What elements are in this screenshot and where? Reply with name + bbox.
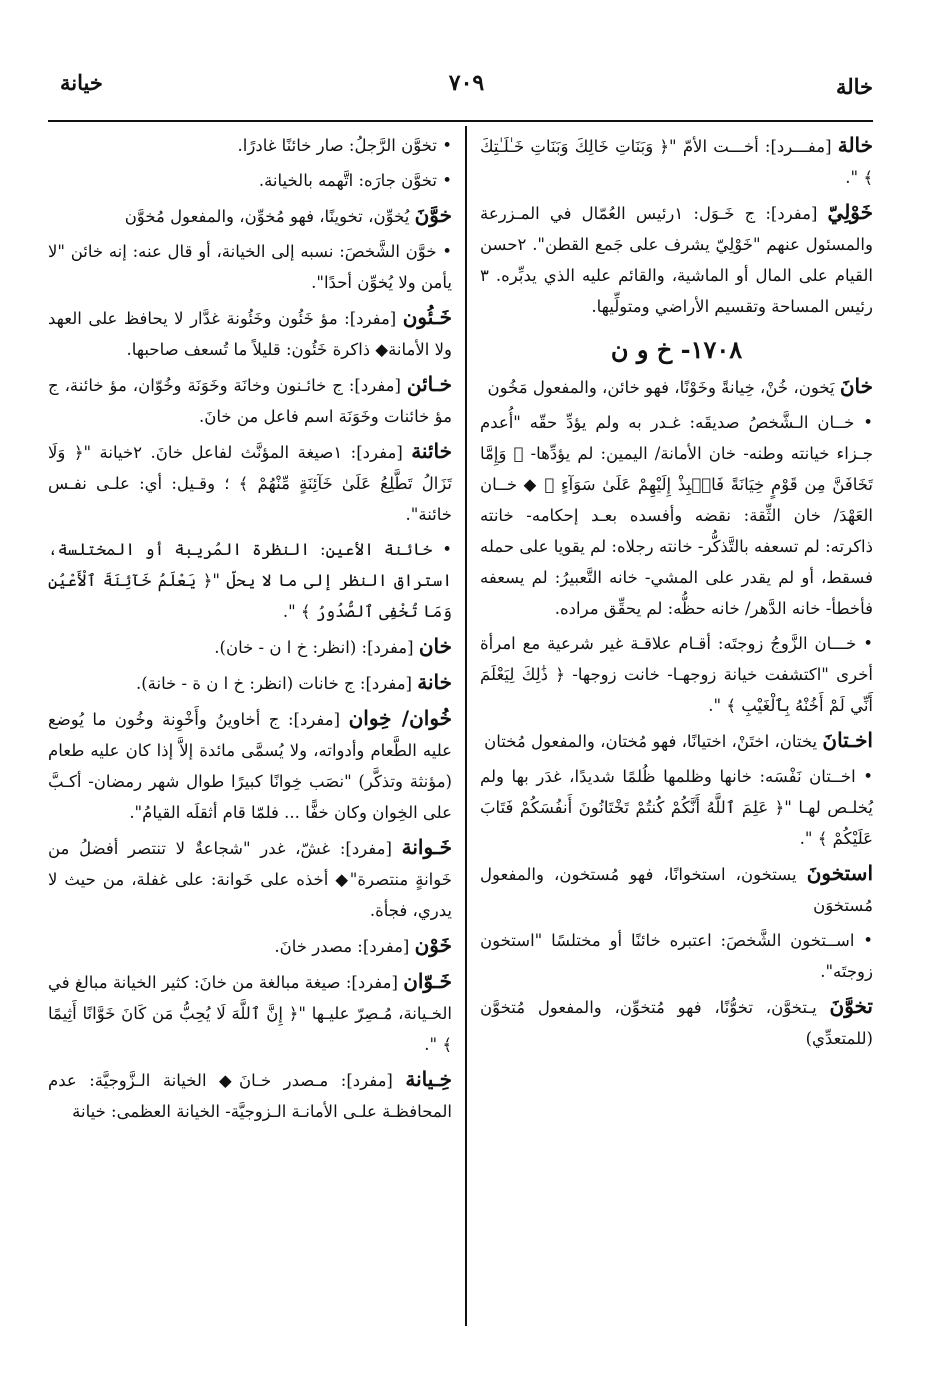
headword: تخوَّنَ <box>829 994 873 1018</box>
entry-khala <box>480 130 873 193</box>
conjugation: يـتخوَّن، تخوُّنًا، فهو مُتخوِّن، والمفعول مُتخوَّن (للمتعدِّي) <box>480 998 873 1048</box>
headword: خان <box>418 634 452 658</box>
definition: [مفرد]: غشّ، غدر "شجاعةٌ لا تنتصر أفضلُ من خَوانةٍ منتصرة"◆ أخذه على خَوانة: على غفلة، من حيث لا يدري، فجأة. <box>48 839 452 920</box>
entry-khana <box>480 371 873 403</box>
entry-khiyana <box>48 1064 452 1127</box>
headword: خِـيانة <box>405 1067 452 1091</box>
conjugation: يُخوِّن، تخوينًا، فهو مُخوِّن، والمفعول مُخوَّن <box>124 207 410 226</box>
entry-takhawwana <box>480 991 873 1054</box>
sense: • خـــان الزَّوجُ زوجتَه: أقـام علاقـة غير شرعية مع امرأة أخرى "اكتشفت خيانة زوجهـا- خانت زوجها- ﴿ ذَٰلِكَ لِيَعْلَمَ أَنِّي لَمْ أَخُنْهُ بِٱلْغَيْبِ ﴾ ". <box>480 634 873 715</box>
sense: • اخــتان نَفْسَه: خانها وظلمها ظُلمًا شديدًا، غدَر بها ولم يُخلـص لهـا "﴿ عَلِمَ ٱللَّهُ أَنَّكُمْ كُنتُمْ تَخْتَانُونَ أَنفُسَكُمْ فَتَابَ عَلَيْكُمْ ﴾ ". <box>480 767 873 848</box>
headword: خـائن <box>406 372 452 396</box>
page-header <box>60 62 873 102</box>
sense: • تخوَّن الرَّجلُ: صار خائنًا غادرًا. <box>237 136 452 155</box>
headword: خوَّنَ <box>414 203 452 227</box>
headword: خَـوّان <box>403 969 452 993</box>
definition: [مفرد]: ج أخاوينُ وأَخْوِنة وخُون ما يُوضع عليه الطَّعام وأدواته، ولا يُسمَّى مائدة إلاَّ إذا كان عليه طعام (مؤنثة وتذكَّر) "نصَب خِوانًا كبيرًا طوال شهر رمضان- أكـبَّ على الخِوان وكان خفًّا ... فلمّا قام أثقلَه القيامُ". <box>48 710 452 822</box>
entry-khawwan <box>48 966 452 1060</box>
sense: • اســتخون الشَّخصَ: اعتبره خائنًا أو مختلسًا "استخون زوجتَه". <box>480 931 873 981</box>
entry-ikhtana <box>480 725 873 757</box>
headword: خَـئُون <box>402 305 453 329</box>
definition: [مفرد]: ج خائـنون وخانَة وخَوَنَة وخُوّان، مؤ خائنة، ج مؤ خائنات وخَوَنَة اسم فاعل من خانَ. <box>48 376 452 426</box>
header-rule <box>48 120 873 122</box>
definition: [مفرد]: ١صيغة المؤنَّث لفاعل خانَ. ٢خيانة "﴿ وَلَا تَزَالُ تَطَّلِعُ عَلَىٰ خَآئِنَةٍ مِّنْهُمْ ﴾ ؛ وقـيل: أي: علـى نفـس خائنة". <box>48 443 452 524</box>
definition: [مفرد]: مـصدر خـانَ◆ الخيانة الـزَّوجيَّة: عدم المحافظـة علـى الأمانـة الـزوجيَّة- الخيانة العظمى: خيانة <box>48 1071 452 1121</box>
sense: • خوَّن الشَّخصَ: نسبه إلى الخيانة، أو قال عنه: إنه خائن "لا يأمن ولا يُخوِّن أحدًا". <box>48 242 452 292</box>
definition: [مفرد]: (انظر: خ ا ن - خان). <box>214 638 414 657</box>
conjugation: يَخون، خُنْ، خِيانةً وخَوْنًا، فهو خائن، والمفعول مَخُون <box>487 378 835 397</box>
entry-khawli <box>480 197 873 322</box>
headword: خَـوانة <box>401 835 452 859</box>
headword: خالة <box>837 133 873 157</box>
sense: • خــان الـشَّخصُ صديقَه: غـدر به ولم يؤدِّ حقّه "أُعدم جـزاء خيانته وطنه- خان الأمانة/ اليمين: لم يؤدِّها- ﴿ وَإِمَّا تَخَافَنَّ مِن قَوْمٍ خِيَانَةً فَانۢبِذْ إِلَيْهِمْ عَلَىٰ سَوَآءٍ ﴾ ◆ خــان العَهْدَ/ خان الثِّقة: نقضه وأفسده بعـد إحكامه- خانته ذاكرته: لم تسعفه بالتَّذكُّر- خانته رجلاه: لم يقويا على حمله فسقط، أو لم يقدر على المشي- خانه التَّعبيرُ: لم يسعفه فأخطأ- خانه الدَّهر/ خانه حظُّه: لم يحقِّق مراده. <box>480 413 873 618</box>
entry-khana-noun <box>48 667 452 699</box>
definition: [مفرد]: ج خَـوَل: ١رئيس العُمّال في المـزرعة والمسئول عنهم "خَوْلِيّ يشرف على جَمع القطن". ٢حسن القيام على المال أو الماشية، والقائم عليه الذي يدبِّره. ٣ رئيس المساحة وتقسيم الأراضي ومتولِّيها. <box>480 204 873 316</box>
column-divider <box>465 126 467 1326</box>
header-first-word: خالة <box>835 74 873 99</box>
headword: خُوان/ خِوان <box>348 706 453 730</box>
right-column <box>480 130 873 1058</box>
headword: خائنة <box>411 439 452 463</box>
headword: خَوْن <box>414 933 452 957</box>
root-heading: ١٧٠٨- خ و ن <box>610 335 743 364</box>
definition: [مفرد]: مصدر خانَ. <box>274 937 410 956</box>
headword: استخونَ <box>806 861 873 885</box>
headword: خَوْلِيّ <box>827 200 873 224</box>
header-last-word: خيانة <box>60 70 103 95</box>
entry-istakhwana <box>480 858 873 921</box>
definition: [مفـــرد]: أخـــت الأمّ "﴿ وَبَنَاتِ خَالِكَ وَبَنَاتِ خَـٰلَـٰتِكَ ﴾ ". <box>480 137 873 187</box>
entry-khaen <box>48 369 452 432</box>
conjugation: يستخون، استخوانًا، فهو مُستخون، والمفعول مُستخوَن <box>480 865 873 915</box>
entry-khaun <box>48 302 452 365</box>
definition: [مفرد]: ج خانات (انظر: خ ا ن ة - خانة). <box>135 674 412 693</box>
entry-khaena <box>48 436 452 530</box>
sense: • خائنة الأعين: النظرة المُريبة أو المختلسة، استراق النظر إلى ما لا يحلّ "﴿ يَعْلَمُ خَآئِنَةَ ٱلْأَعْيُنِ وَمَا تُخْفِى ٱلصُّدُورُ ﴾ ". <box>48 540 452 621</box>
page-number: ٧٠٩ <box>448 70 485 96</box>
definition: [مفرد]: صيغة مبالغة من خانَ: كثير الخيانة مبالغ في الخـيانة، مُـصِرّ عليـها "﴿ إِنَّ ٱللَّهَ لَا يُحِبُّ مَن كَانَ خَوَّانًا أَثِيمًا ﴾ ". <box>48 973 452 1054</box>
left-column <box>48 130 452 1131</box>
headword: اخـتانَ <box>822 728 873 752</box>
entry-khiwan <box>48 703 452 828</box>
headword: خانَ <box>839 374 873 398</box>
entry-khan <box>48 631 452 663</box>
headword: خانة <box>417 670 452 694</box>
entry-khawwana <box>48 200 452 232</box>
sense: • تخوَّن جارَه: اتَّهمه بالخيانة. <box>258 171 452 190</box>
conjugation: يختان، اختَنْ، اختيانًا، فهو مُختان، والمفعول مُختان <box>484 732 818 751</box>
entry-khawana <box>48 832 452 926</box>
entry-khawn <box>48 930 452 962</box>
definition: [مفرد]: مؤ خَئُون وخَئُونة غدَّار لا يحافظ على العهد ولا الأمانة◆ ذاكرة خَئُون: قليلاً ما تُسعف صاحبها. <box>48 309 452 359</box>
